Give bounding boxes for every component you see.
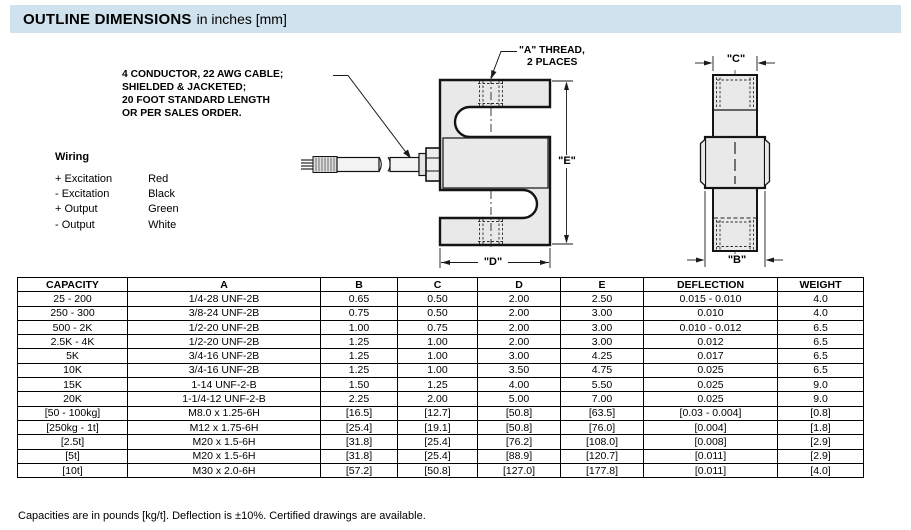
table-cell: 1.25 <box>398 378 478 392</box>
table-row <box>18 292 864 306</box>
wiring-color: Red <box>148 173 169 185</box>
table-cell: [127.0] <box>478 463 561 477</box>
table-cell: 2.00 <box>478 306 561 320</box>
table-cell: [25.4] <box>321 420 398 434</box>
table-cell: [5t] <box>18 449 128 463</box>
thread-callout-line: "A" THREAD, <box>519 45 585 56</box>
table-cell: 3.00 <box>478 349 561 363</box>
table-cell: 0.025 <box>644 363 778 377</box>
table-row <box>18 449 864 463</box>
wiring-row <box>55 187 179 202</box>
table-cell: 1.25 <box>321 335 398 349</box>
column-header: CAPACITY <box>18 278 128 292</box>
wiring-row <box>55 202 179 217</box>
table-cell: [31.8] <box>321 435 398 449</box>
cable-spec-note <box>122 68 283 120</box>
table-cell: 2.00 <box>398 392 478 406</box>
table-cell: [50 - 100kg] <box>18 406 128 420</box>
table-row <box>18 378 864 392</box>
table-cell: [1.8] <box>778 420 864 434</box>
table-cell: 0.015 - 0.010 <box>644 292 778 306</box>
table-cell: 2.50 <box>561 292 644 306</box>
table-cell: 0.012 <box>644 335 778 349</box>
table-row <box>18 392 864 406</box>
table-row <box>18 420 864 434</box>
wiring-color: Green <box>148 203 179 216</box>
table-cell: 2.5K - 4K <box>18 335 128 349</box>
table-cell: 4.75 <box>561 363 644 377</box>
table-cell: 0.75 <box>321 306 398 320</box>
table-cell: [76.2] <box>478 435 561 449</box>
table-cell: [19.1] <box>398 420 478 434</box>
table-cell: 0.025 <box>644 392 778 406</box>
table-cell: [250kg - 1t] <box>18 420 128 434</box>
table-cell: [177.8] <box>561 463 644 477</box>
table-cell: 3.00 <box>561 320 644 334</box>
footnote: Capacities are in pounds [kg/t]. Deflection is ±10%. Certified drawings are available. <box>18 510 426 522</box>
table-cell: 9.0 <box>778 392 864 406</box>
table-cell: 1-14 UNF-2-B <box>128 378 321 392</box>
table-cell: M20 x 1.5-6H <box>128 435 321 449</box>
table-row <box>18 435 864 449</box>
table-cell: 0.017 <box>644 349 778 363</box>
table-cell: [108.0] <box>561 435 644 449</box>
wiring-signal: - Excitation <box>55 188 110 201</box>
table-cell: 2.00 <box>478 292 561 306</box>
table-cell: [0.004] <box>644 420 778 434</box>
table-cell: 1/4-28 UNF-2B <box>128 292 321 306</box>
table-cell: [2.5t] <box>18 435 128 449</box>
table-cell: 3/8-24 UNF-2B <box>128 306 321 320</box>
wiring-color: White <box>148 218 177 231</box>
table-cell: 0.025 <box>644 378 778 392</box>
dimension-table-body <box>18 292 864 478</box>
section-units-label: in inches [mm] <box>196 11 287 27</box>
table-cell: 7.00 <box>561 392 644 406</box>
table-cell: 5.00 <box>478 392 561 406</box>
dimensions-table <box>17 277 864 478</box>
table-cell: [0.011] <box>644 463 778 477</box>
table-cell: 6.5 <box>778 349 864 363</box>
column-header: A <box>128 278 321 292</box>
table-row <box>18 335 864 349</box>
cable-note-line: 20 FOOT STANDARD LENGTH <box>122 95 270 106</box>
table-cell: 3.00 <box>561 306 644 320</box>
table-cell: 1-1/4-12 UNF-2-B <box>128 392 321 406</box>
table-cell: M12 x 1.75-6H <box>128 420 321 434</box>
table-row <box>18 406 864 420</box>
wiring-color: Black <box>148 188 175 201</box>
column-header: D <box>478 278 561 292</box>
table-cell: [31.8] <box>321 449 398 463</box>
table-cell: 6.5 <box>778 320 864 334</box>
wiring-table <box>55 172 179 233</box>
table-cell: 0.65 <box>321 292 398 306</box>
table-cell: [88.9] <box>478 449 561 463</box>
dim-label-c: "C" <box>721 53 751 66</box>
table-cell: M20 x 1.5-6H <box>128 449 321 463</box>
table-cell: [10t] <box>18 463 128 477</box>
dim-label-d: "D" <box>478 256 508 269</box>
table-row <box>18 320 864 334</box>
table-cell: [16.5] <box>321 406 398 420</box>
table-cell: [12.7] <box>398 406 478 420</box>
cable-assembly <box>301 148 441 181</box>
front-view <box>440 76 550 250</box>
thread-callout-line: 2 PLACES <box>527 57 578 68</box>
table-cell: [50.8] <box>398 463 478 477</box>
table-row <box>18 349 864 363</box>
table-cell: 0.010 <box>644 306 778 320</box>
table-cell: [50.8] <box>478 420 561 434</box>
table-header-row <box>18 278 864 292</box>
dim-label-e: "E" <box>553 155 581 168</box>
table-cell: 4.25 <box>561 349 644 363</box>
table-cell: [0.03 - 0.004] <box>644 406 778 420</box>
table-cell: 20K <box>18 392 128 406</box>
cable-note-line: OR PER SALES ORDER. <box>122 108 242 119</box>
table-cell: 4.0 <box>778 292 864 306</box>
dimension-lines <box>440 56 783 268</box>
table-cell: 2.00 <box>478 320 561 334</box>
table-cell: 4.0 <box>778 306 864 320</box>
table-cell: 1.25 <box>321 349 398 363</box>
table-cell: 1.25 <box>321 363 398 377</box>
table-cell: 500 - 2K <box>18 320 128 334</box>
column-header: B <box>321 278 398 292</box>
table-cell: [76.0] <box>561 420 644 434</box>
table-cell: 9.0 <box>778 378 864 392</box>
section-title: OUTLINE DIMENSIONS <box>23 10 192 28</box>
table-cell: 0.50 <box>398 292 478 306</box>
table-cell: 4.00 <box>478 378 561 392</box>
cable-note-line: 4 CONDUCTOR, 22 AWG CABLE; <box>122 69 284 80</box>
table-cell: 3.50 <box>478 363 561 377</box>
table-cell: [120.7] <box>561 449 644 463</box>
table-cell: 6.5 <box>778 335 864 349</box>
table-cell: [25.4] <box>398 435 478 449</box>
wiring-title: Wiring <box>55 151 90 163</box>
table-cell: 2.00 <box>478 335 561 349</box>
table-cell: 15K <box>18 378 128 392</box>
table-cell: [2.9] <box>778 449 864 463</box>
table-cell: M8.0 x 1.25-6H <box>128 406 321 420</box>
table-cell: 0.50 <box>398 306 478 320</box>
table-cell: 5.50 <box>561 378 644 392</box>
cable-note-line: SHIELDED & JACKETED; <box>122 82 247 93</box>
wiring-signal: + Output <box>55 203 98 216</box>
wiring-signal: - Output <box>55 218 95 231</box>
table-cell: 3/4-16 UNF-2B <box>128 363 321 377</box>
table-cell: 0.010 - 0.012 <box>644 320 778 334</box>
table-cell: [25.4] <box>398 449 478 463</box>
table-row <box>18 463 864 477</box>
column-header: E <box>561 278 644 292</box>
table-cell: [2.9] <box>778 435 864 449</box>
table-cell: 1.00 <box>321 320 398 334</box>
table-cell: 1/2-20 UNF-2B <box>128 320 321 334</box>
table-row <box>18 363 864 377</box>
table-cell: [0.8] <box>778 406 864 420</box>
table-cell: [57.2] <box>321 463 398 477</box>
table-cell: 1.00 <box>398 349 478 363</box>
table-cell: 1.00 <box>398 363 478 377</box>
table-cell: M30 x 2.0-6H <box>128 463 321 477</box>
column-header: C <box>398 278 478 292</box>
wiring-row <box>55 172 179 187</box>
table-cell: 1.00 <box>398 335 478 349</box>
table-cell: 3/4-16 UNF-2B <box>128 349 321 363</box>
table-cell: [50.8] <box>478 406 561 420</box>
column-header: WEIGHT <box>778 278 864 292</box>
table-cell: 3.00 <box>561 335 644 349</box>
table-cell: [0.011] <box>644 449 778 463</box>
section-header-bar <box>10 5 901 33</box>
table-cell: 6.5 <box>778 363 864 377</box>
column-header: DEFLECTION <box>644 278 778 292</box>
table-cell: [0.008] <box>644 435 778 449</box>
wiring-signal: + Excitation <box>55 173 113 185</box>
dim-label-b: "B" <box>722 254 752 267</box>
table-cell: [4.0] <box>778 463 864 477</box>
table-cell: 10K <box>18 363 128 377</box>
table-cell: 25 - 200 <box>18 292 128 306</box>
table-cell: 0.75 <box>398 320 478 334</box>
table-cell: 1.50 <box>321 378 398 392</box>
leader-lines <box>333 52 517 159</box>
table-cell: [63.5] <box>561 406 644 420</box>
table-cell: 1/2-20 UNF-2B <box>128 335 321 349</box>
wiring-row <box>55 218 179 233</box>
side-view <box>701 70 770 256</box>
table-row <box>18 306 864 320</box>
table-cell: 2.25 <box>321 392 398 406</box>
table-cell: 5K <box>18 349 128 363</box>
table-cell: 250 - 300 <box>18 306 128 320</box>
